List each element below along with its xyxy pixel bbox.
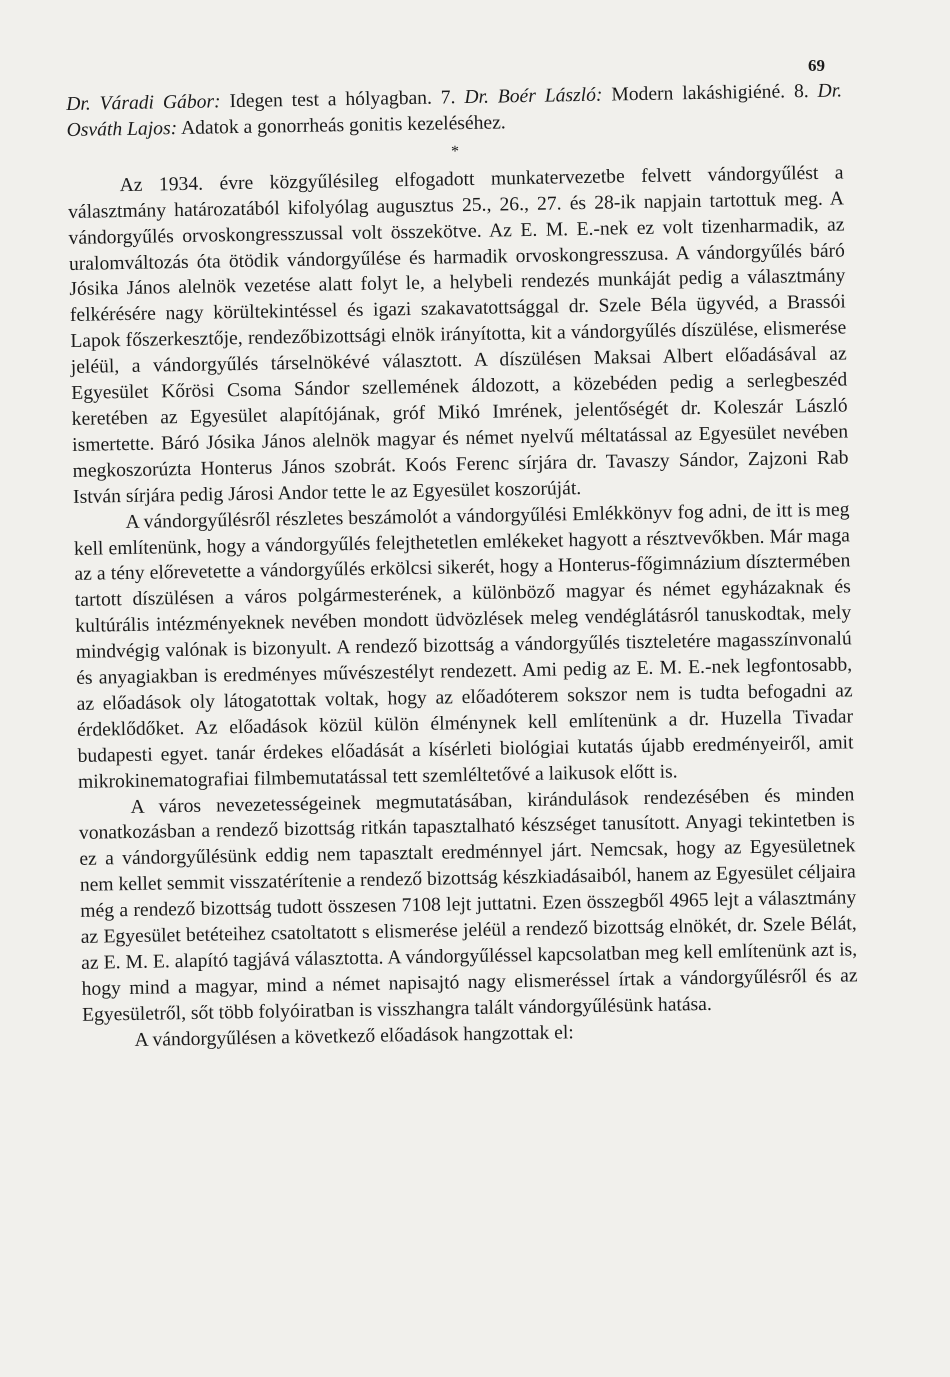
author-name: Dr. Boér László:: [464, 84, 603, 109]
author-name: Dr. Váradi Gábor:: [66, 91, 221, 115]
lecture-title: Modern lakáshigiéné. 8.: [602, 80, 818, 106]
lecture-title: Idegen test a hólyagban. 7.: [220, 87, 465, 113]
paragraph: A vándorgyűlésen a következő előadások hangzottak el:: [134, 1022, 574, 1051]
paragraph: A vándorgyűlésről részletes beszámolót a vándorgyűlési Emlékkönyv fog adni, de itt is meg kell említenünk, hogy a vándorgyűlés felejthetetlen emlékeket hagyott a résztvevőkben. Már maga az a tény előrevetette a vándorgyűlés erkölcsi sikerét, hogy a Honterus-főgimnázium dísztermében tartott díszülésen a város polgármesterének, a különböző magyar és német egyházaknak és kultúrális intézményeknek nevében mondott üdvözlések meleg vendéglátásról tanuskodtak, mely mindvégig valónak is bizonyult. A rendező bizottság a vándorgyűlés tiszteletére magasszínvonalú és anyagiakban is eredményes művészestélyt rendezett. Ami pedig az E. M. E.-nek legfontosabb, az előadások oly látogatottak voltak, hogy az előadóterem sokszor nem is tudta befogadni az érdeklődőket. Az előadások közül külön élménynek kell említenünk a dr. Huzella Tivadar budapesti egyet. tanár érdekes előadását a kísérleti biológiai kutatás újabb eredményeiről, amit mikrokinematografiai filmbemutatással tett szemléltetővé a laikusok előtt is.: [73, 498, 854, 793]
paragraph: A város nevezetességeinek megmutatásában, kirándulások rendezésében és minden vonatkozásban a rendező bizottság ritkán tapasztalható készséget tanusított. Anyagi tekintetben is ez a vándorgyűlésünk eddig nem tapasztalt eredménnyel járt. Nemcsak, hogy az Egyesületnek nem kellet semmit visszatérítenie a rendező bizottság készkiadásaiból, hanem az Egyesület céljaira még a rendező bizottság tudott összesen 7108 lejt juttatni. Ezen összegből 4965 lejt a választmány az Egyesület betéteihez csatoltatott s elismerése jeléül a rendező bizottság elnökét, dr. Szele Bélát, az E. M. E. alapító tagjává választotta. A vándorgyűléssel kapcsolatban meg kell említenünk azt is, hogy mind a magyar, mind a német napisajtó nagy elismeréssel írtak a vándorgyűlésről és az Egyesületről, sőt több folyóiratban is visszhangra talált vándorgyűlésünk hatása.: [78, 783, 858, 1026]
lecture-title: Adatok a gonorrheás gonitis kezeléséhez.: [176, 112, 506, 139]
paragraph: Az 1934. évre közgyűlésileg elfogadott munkatervezetbe felvett vándorgyűlést a választmány határozatából kifolyólag augusztus 25., 26., 27. és 28-ik napjain tartottuk meg. A vándorgyűlés orvoskongresszussal volt összekötve. Az E. M. E.-nek ez volt tizenharmadik, az uralomváltozás óta ötödik vándorgyűlése és harmadik orvoskongresszusa. A vándorgyűlés báró Jósika János alelnök vezetése alatt folyt le, a helybeli rendezés munkáját pedig a választmány felkérésére nagy körültekintéssel és igazi szakavatottsággal dr. Szele Béla ügyvéd, a Brassói Lapok főszerkesztője, rendezőbizottsági elnök irányította, kit a vándorgyűlés díszülése, elismerése jeléül, a vándorgyűlés társelnökévé választott. A díszülésen Maksai Albert előadásával az Egyesület Kőrösi Csoma Sándor szellemének áldozott, a közebéden pedig a serlegbeszéd keretében az Egyesület alapítójának, gróf Mikó Imrének, jelentőségét dr. Koleszár László ismertette. Báró Jósika János alelnök magyar és német nyelvű méltatással az Egyesület nevében megkoszorúzta Honterus János szobrát. Koós Ferenc sírjára dr. Tavaszy Sándor, Zajzoni Rab István sírjára pedig Járosi Andor tette le az Egyesület koszorúját.: [67, 162, 849, 508]
author-name: Dr. Osváth Lajos:: [66, 80, 843, 141]
page-number: 69: [808, 56, 825, 75]
reference-list: [66, 78, 843, 143]
section-separator: *: [450, 142, 460, 161]
text-block: [66, 78, 859, 1054]
